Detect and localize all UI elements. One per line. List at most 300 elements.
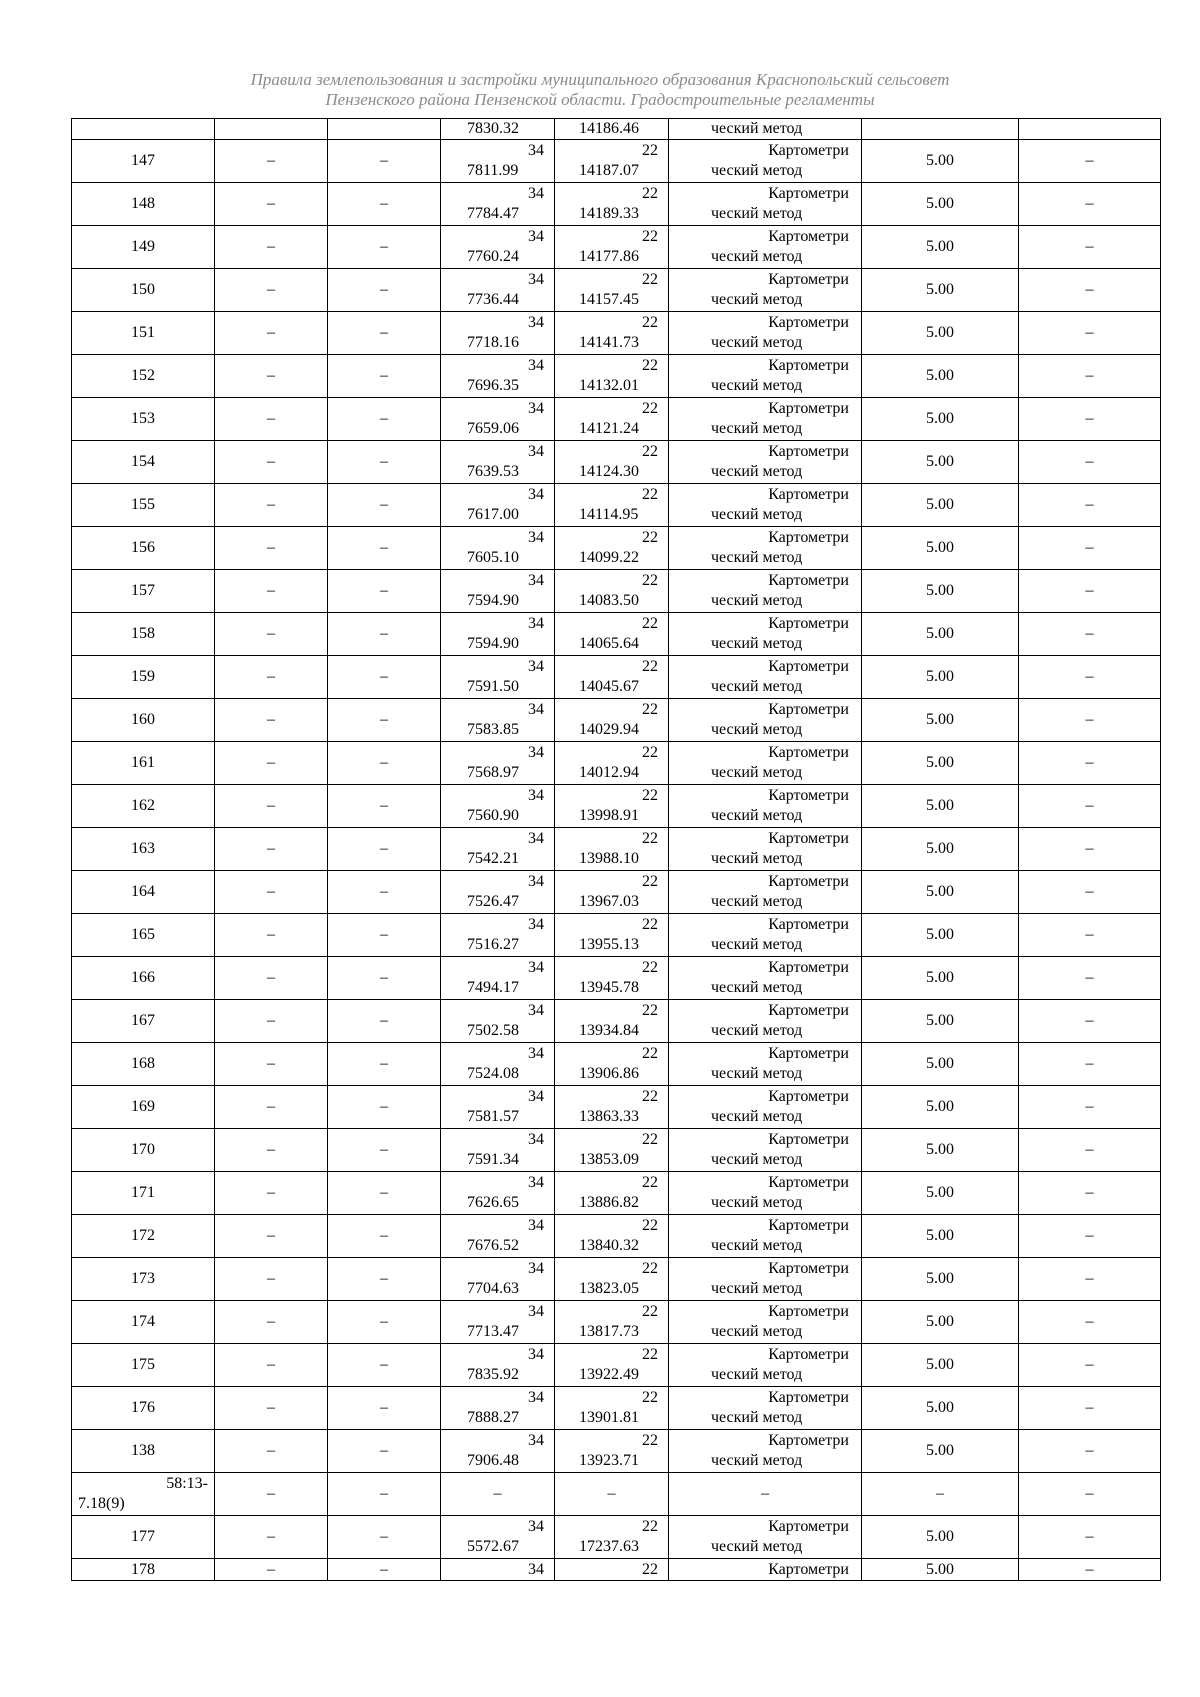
accuracy-cell: 5.00: [862, 1516, 1019, 1559]
dash-cell: –: [328, 1043, 441, 1086]
table-row: [72, 527, 1161, 570]
table-row: [72, 570, 1161, 613]
dash-cell: –: [1019, 183, 1161, 226]
dash-cell: –: [328, 1387, 441, 1430]
accuracy-cell: 5.00: [862, 398, 1019, 441]
dash-cell: –: [1019, 312, 1161, 355]
accuracy-cell: 5.00: [862, 699, 1019, 742]
method-cell: Картометри ческий метод: [669, 1301, 862, 1344]
accuracy-cell: 5.00: [862, 441, 1019, 484]
x-coordinate-cell: 34 7676.52: [441, 1215, 555, 1258]
dash-cell: –: [1019, 1086, 1161, 1129]
y-coordinate-cell: 22 13922.49: [555, 1344, 669, 1387]
x-coordinate-cell: 34 7659.06: [441, 398, 555, 441]
y-coordinate-cell: 22 13906.86: [555, 1043, 669, 1086]
method-cell: Картометри ческий метод: [669, 742, 862, 785]
y-coordinate-cell: 22 13901.81: [555, 1387, 669, 1430]
dash-cell: –: [1019, 613, 1161, 656]
y-coordinate-cell: 22 14114.95: [555, 484, 669, 527]
table-row: [72, 1344, 1161, 1387]
table-row: [72, 183, 1161, 226]
x-coordinate-cell: 34 7568.97: [441, 742, 555, 785]
method-cell: Картометри ческий метод: [669, 1086, 862, 1129]
point-number-cell: 156: [72, 527, 215, 570]
x-coordinate-cell: 34 7605.10: [441, 527, 555, 570]
point-number-cell: 152: [72, 355, 215, 398]
table-row: [72, 312, 1161, 355]
accuracy-cell: 5.00: [862, 1559, 1019, 1581]
dash-cell: –: [215, 1172, 328, 1215]
x-coordinate-cell: 34 7736.44: [441, 269, 555, 312]
method-cell: Картометри ческий метод: [669, 1516, 862, 1559]
point-number-cell: 170: [72, 1129, 215, 1172]
table-row: [72, 1172, 1161, 1215]
point-number-cell: 169: [72, 1086, 215, 1129]
section-number-cell: 58:13- 7.18(9): [72, 1473, 215, 1516]
y-coordinate-cell: 22 13998.91: [555, 785, 669, 828]
dash-cell: –: [215, 1387, 328, 1430]
y-coordinate-cell: 22 14083.50: [555, 570, 669, 613]
dash-cell: –: [328, 656, 441, 699]
table-body: [72, 119, 1161, 1581]
accuracy-cell: 5.00: [862, 1086, 1019, 1129]
point-number-cell: 171: [72, 1172, 215, 1215]
point-number-cell: 157: [72, 570, 215, 613]
dash-cell: –: [215, 441, 328, 484]
accuracy-cell: 5.00: [862, 183, 1019, 226]
dash-cell: –: [215, 1043, 328, 1086]
dash-cell: –: [1019, 226, 1161, 269]
dash-cell: –: [328, 957, 441, 1000]
y-coordinate-cell: 22 14012.94: [555, 742, 669, 785]
y-coordinate-cell: 22 13823.05: [555, 1258, 669, 1301]
dash-cell: –: [215, 269, 328, 312]
dash-cell: –: [1019, 871, 1161, 914]
y-coordinate-cell: 14186.46: [555, 119, 669, 140]
dash-cell: –: [215, 183, 328, 226]
y-coordinate-cell: 22 14141.73: [555, 312, 669, 355]
x-coordinate-cell: 34 7626.65: [441, 1172, 555, 1215]
point-number-cell: 178: [72, 1559, 215, 1581]
x-coordinate-cell: 34 7594.90: [441, 613, 555, 656]
x-coordinate-cell: 34 7617.00: [441, 484, 555, 527]
table-row: [72, 1430, 1161, 1473]
accuracy-cell: 5.00: [862, 871, 1019, 914]
table-row: [72, 785, 1161, 828]
table-row: [72, 914, 1161, 957]
dash-cell: –: [215, 656, 328, 699]
accuracy-cell: 5.00: [862, 1172, 1019, 1215]
section-row: [72, 1473, 1161, 1516]
y-coordinate-cell: 22 14177.86: [555, 226, 669, 269]
dash-cell: –: [328, 570, 441, 613]
dash-cell: –: [1019, 1516, 1161, 1559]
point-number-cell: 176: [72, 1387, 215, 1430]
x-coordinate-cell: 34 7591.34: [441, 1129, 555, 1172]
accuracy-cell: 5.00: [862, 312, 1019, 355]
dash-cell: –: [1019, 1344, 1161, 1387]
point-number-cell: 167: [72, 1000, 215, 1043]
dash-cell: –: [1019, 699, 1161, 742]
dash-cell: –: [1019, 1473, 1161, 1516]
method-cell: Картометри ческий метод: [669, 441, 862, 484]
x-coordinate-cell: 34 7502.58: [441, 1000, 555, 1043]
x-coordinate-cell: 34 7906.48: [441, 1430, 555, 1473]
y-coordinate-cell: 22 13945.78: [555, 957, 669, 1000]
method-cell: Картометри ческий метод: [669, 1430, 862, 1473]
point-number-cell: 151: [72, 312, 215, 355]
point-number-cell: 158: [72, 613, 215, 656]
dash-cell: –: [215, 742, 328, 785]
dash-cell: –: [328, 914, 441, 957]
dash-cell: –: [215, 140, 328, 183]
accuracy-cell: [862, 119, 1019, 140]
table-row: [72, 1516, 1161, 1559]
dash-cell: –: [1019, 1000, 1161, 1043]
dash-cell: –: [328, 1129, 441, 1172]
dash-cell: –: [215, 957, 328, 1000]
document-header: [0, 70, 1200, 110]
accuracy-cell: 5.00: [862, 785, 1019, 828]
method-cell: Картометри ческий метод: [669, 613, 862, 656]
dash-cell: –: [215, 484, 328, 527]
dash-cell: –: [328, 1086, 441, 1129]
coordinates-table: [71, 118, 1161, 1581]
y-coordinate-cell: 22 14121.24: [555, 398, 669, 441]
point-number-cell: 161: [72, 742, 215, 785]
dash-cell: –: [215, 613, 328, 656]
x-coordinate-cell: 34 7494.17: [441, 957, 555, 1000]
empty-cell: [215, 119, 328, 140]
accuracy-cell: 5.00: [862, 269, 1019, 312]
point-number-cell: 165: [72, 914, 215, 957]
x-coordinate-cell: 34 7718.16: [441, 312, 555, 355]
x-coordinate-cell: 34 7704.63: [441, 1258, 555, 1301]
y-coordinate-cell: 22 13886.82: [555, 1172, 669, 1215]
x-coordinate-cell: 34 7594.90: [441, 570, 555, 613]
table-row: [72, 1215, 1161, 1258]
x-coordinate-cell: 34 7639.53: [441, 441, 555, 484]
x-coordinate-cell: 34 7713.47: [441, 1301, 555, 1344]
accuracy-cell: 5.00: [862, 914, 1019, 957]
dash-cell: –: [1019, 527, 1161, 570]
dash-cell: –: [215, 527, 328, 570]
dash-cell: –: [215, 828, 328, 871]
dash-cell: –: [1019, 484, 1161, 527]
method-cell: Картометри ческий метод: [669, 785, 862, 828]
point-number-cell: 159: [72, 656, 215, 699]
y-coordinate-cell: 22 14045.67: [555, 656, 669, 699]
dash-cell: –: [328, 613, 441, 656]
point-number-cell: 162: [72, 785, 215, 828]
y-coordinate-cell: 22 13853.09: [555, 1129, 669, 1172]
method-cell: Картометри ческий метод: [669, 828, 862, 871]
dash-cell: –: [1019, 398, 1161, 441]
x-coordinate-cell: 34 7560.90: [441, 785, 555, 828]
y-coordinate-cell: 22 14157.45: [555, 269, 669, 312]
dash-cell: –: [215, 1301, 328, 1344]
table-row: [72, 269, 1161, 312]
dash-cell: –: [862, 1473, 1019, 1516]
method-cell: ческий метод: [669, 119, 862, 140]
method-cell: Картометри ческий метод: [669, 1387, 862, 1430]
y-coordinate-cell: 22 14065.64: [555, 613, 669, 656]
method-cell: Картометри ческий метод: [669, 312, 862, 355]
x-coordinate-cell: 34 7760.24: [441, 226, 555, 269]
method-cell: Картометри ческий метод: [669, 871, 862, 914]
dash-cell: –: [215, 1473, 328, 1516]
dash-cell: –: [215, 1559, 328, 1581]
dash-cell: –: [1019, 1559, 1161, 1581]
table-row: [72, 613, 1161, 656]
dash-cell: –: [1019, 1129, 1161, 1172]
x-coordinate-cell: 34 7811.99: [441, 140, 555, 183]
y-coordinate-cell: 22 14187.07: [555, 140, 669, 183]
dash-cell: –: [328, 226, 441, 269]
empty-cell: [328, 119, 441, 140]
table-row: [72, 226, 1161, 269]
dash-cell: –: [1019, 742, 1161, 785]
dash-cell: –: [328, 484, 441, 527]
method-cell: Картометри ческий метод: [669, 1043, 862, 1086]
method-cell: Картометри ческий метод: [669, 226, 862, 269]
accuracy-cell: 5.00: [862, 742, 1019, 785]
x-coordinate-cell: 34 7526.47: [441, 871, 555, 914]
accuracy-cell: 5.00: [862, 1043, 1019, 1086]
dash-cell: –: [1019, 785, 1161, 828]
table-row: [72, 484, 1161, 527]
x-coordinate-cell: 34 7888.27: [441, 1387, 555, 1430]
method-cell: Картометри ческий метод: [669, 484, 862, 527]
table-row: [72, 1043, 1161, 1086]
x-coordinate-cell: 34 7524.08: [441, 1043, 555, 1086]
method-cell: Картометри ческий метод: [669, 1344, 862, 1387]
dash-cell: –: [1019, 1430, 1161, 1473]
accuracy-cell: 5.00: [862, 1000, 1019, 1043]
dash-cell: –: [328, 1172, 441, 1215]
dash-cell: –: [215, 699, 328, 742]
point-number-cell: 149: [72, 226, 215, 269]
y-coordinate-cell: 22 14029.94: [555, 699, 669, 742]
table-row: [72, 441, 1161, 484]
dash-cell: –: [328, 1559, 441, 1581]
table-row: [72, 1129, 1161, 1172]
y-coordinate-cell: 22 13840.32: [555, 1215, 669, 1258]
dash-cell: –: [669, 1473, 862, 1516]
dash-cell: –: [215, 1258, 328, 1301]
accuracy-cell: 5.00: [862, 1258, 1019, 1301]
accuracy-cell: 5.00: [862, 1215, 1019, 1258]
point-number-cell: 175: [72, 1344, 215, 1387]
dash-cell: –: [1019, 1301, 1161, 1344]
accuracy-cell: 5.00: [862, 484, 1019, 527]
accuracy-cell: 5.00: [862, 828, 1019, 871]
dash-cell: –: [215, 1344, 328, 1387]
table-row: [72, 1000, 1161, 1043]
accuracy-cell: 5.00: [862, 1129, 1019, 1172]
method-cell: Картометри ческий метод: [669, 914, 862, 957]
y-coordinate-cell: 22: [555, 1559, 669, 1581]
dash-cell: –: [1019, 914, 1161, 957]
method-cell: Картометри ческий метод: [669, 398, 862, 441]
dash-cell: –: [328, 1000, 441, 1043]
accuracy-cell: 5.00: [862, 1301, 1019, 1344]
method-cell: Картометри ческий метод: [669, 1172, 862, 1215]
dash-cell: –: [441, 1473, 555, 1516]
point-number-cell: 166: [72, 957, 215, 1000]
dash-cell: –: [215, 570, 328, 613]
x-coordinate-cell: 34: [441, 1559, 555, 1581]
table-row: [72, 355, 1161, 398]
table-row: [72, 957, 1161, 1000]
method-cell: Картометри ческий метод: [669, 140, 862, 183]
dash-cell: –: [215, 1516, 328, 1559]
y-coordinate-cell: 22 17237.63: [555, 1516, 669, 1559]
dash-cell: –: [328, 1473, 441, 1516]
table-row: [72, 828, 1161, 871]
x-coordinate-cell: 34 7583.85: [441, 699, 555, 742]
x-coordinate-cell: 34 7835.92: [441, 1344, 555, 1387]
dash-cell: –: [1019, 1172, 1161, 1215]
point-number-cell: 148: [72, 183, 215, 226]
dash-cell: –: [328, 1258, 441, 1301]
table-row: [72, 1559, 1161, 1581]
dash-cell: –: [1019, 828, 1161, 871]
dash-cell: –: [328, 269, 441, 312]
dash-cell: –: [1019, 140, 1161, 183]
dash-cell: –: [215, 1000, 328, 1043]
y-coordinate-cell: 22 13967.03: [555, 871, 669, 914]
accuracy-cell: 5.00: [862, 355, 1019, 398]
dash-cell: –: [215, 1086, 328, 1129]
point-number-cell: 163: [72, 828, 215, 871]
method-cell: Картометри ческий метод: [669, 1129, 862, 1172]
accuracy-cell: 5.00: [862, 570, 1019, 613]
dash-cell: –: [328, 398, 441, 441]
table-row: [72, 1387, 1161, 1430]
accuracy-cell: 5.00: [862, 1344, 1019, 1387]
table-row: [72, 699, 1161, 742]
dash-cell: –: [1019, 1215, 1161, 1258]
dash-cell: –: [1019, 1258, 1161, 1301]
point-number-cell: 153: [72, 398, 215, 441]
point-number-cell: 172: [72, 1215, 215, 1258]
method-cell: Картометри ческий метод: [669, 183, 862, 226]
dash-cell: –: [328, 828, 441, 871]
dash-cell: –: [1019, 570, 1161, 613]
dash-cell: –: [328, 742, 441, 785]
point-number-cell: 168: [72, 1043, 215, 1086]
x-coordinate-cell: 34 7591.50: [441, 656, 555, 699]
dash-cell: –: [328, 140, 441, 183]
accuracy-cell: 5.00: [862, 957, 1019, 1000]
table-row: [72, 1086, 1161, 1129]
table-row: [72, 398, 1161, 441]
dash-cell: –: [215, 226, 328, 269]
point-number-cell: 173: [72, 1258, 215, 1301]
y-coordinate-cell: 22 13988.10: [555, 828, 669, 871]
dash-cell: –: [328, 441, 441, 484]
dash-cell: –: [1019, 441, 1161, 484]
point-number-cell: 150: [72, 269, 215, 312]
dash-cell: –: [328, 1301, 441, 1344]
x-coordinate-cell: 34 7696.35: [441, 355, 555, 398]
y-coordinate-cell: 22 14132.01: [555, 355, 669, 398]
dash-cell: –: [215, 785, 328, 828]
dash-cell: –: [215, 871, 328, 914]
x-coordinate-cell: 7830.32: [441, 119, 555, 140]
point-number-cell: 155: [72, 484, 215, 527]
point-number-cell: 138: [72, 1430, 215, 1473]
accuracy-cell: 5.00: [862, 226, 1019, 269]
point-number-cell: 174: [72, 1301, 215, 1344]
dash-cell: –: [1019, 957, 1161, 1000]
y-coordinate-cell: 22 14124.30: [555, 441, 669, 484]
dash-cell: –: [328, 1516, 441, 1559]
dash-cell: –: [328, 871, 441, 914]
x-coordinate-cell: 34 7516.27: [441, 914, 555, 957]
accuracy-cell: 5.00: [862, 140, 1019, 183]
dash-cell: –: [215, 312, 328, 355]
accuracy-cell: 5.00: [862, 1430, 1019, 1473]
y-coordinate-cell: 22 14189.33: [555, 183, 669, 226]
method-cell: Картометри ческий метод: [669, 355, 862, 398]
dash-cell: –: [328, 312, 441, 355]
dash-cell: –: [328, 1215, 441, 1258]
empty-cell: [1019, 119, 1161, 140]
y-coordinate-cell: 22 13863.33: [555, 1086, 669, 1129]
dash-cell: –: [215, 355, 328, 398]
dash-cell: –: [215, 1215, 328, 1258]
dash-cell: –: [328, 1430, 441, 1473]
accuracy-cell: 5.00: [862, 613, 1019, 656]
method-cell: Картометри: [669, 1559, 862, 1581]
accuracy-cell: 5.00: [862, 656, 1019, 699]
method-cell: Картометри ческий метод: [669, 1000, 862, 1043]
dash-cell: –: [328, 699, 441, 742]
y-coordinate-cell: 22 13817.73: [555, 1301, 669, 1344]
table-row: [72, 140, 1161, 183]
method-cell: Картометри ческий метод: [669, 656, 862, 699]
dash-cell: –: [1019, 1043, 1161, 1086]
method-cell: Картометри ческий метод: [669, 1258, 862, 1301]
dash-cell: –: [1019, 355, 1161, 398]
y-coordinate-cell: 22 13955.13: [555, 914, 669, 957]
point-number-cell: 164: [72, 871, 215, 914]
x-coordinate-cell: 34 7581.57: [441, 1086, 555, 1129]
dash-cell: –: [328, 183, 441, 226]
point-number-cell: [72, 119, 215, 140]
method-cell: Картометри ческий метод: [669, 570, 862, 613]
header-line-1: Правила землепользования и застройки муниципального образования Краснопольский сельсовет: [250, 70, 950, 89]
method-cell: Картометри ческий метод: [669, 269, 862, 312]
point-number-cell: 147: [72, 140, 215, 183]
method-cell: Картометри ческий метод: [669, 957, 862, 1000]
point-number-cell: 177: [72, 1516, 215, 1559]
table-row: [72, 1301, 1161, 1344]
table-row: [72, 742, 1161, 785]
x-coordinate-cell: 34 7542.21: [441, 828, 555, 871]
y-coordinate-cell: 22 13934.84: [555, 1000, 669, 1043]
x-coordinate-cell: 34 5572.67: [441, 1516, 555, 1559]
dash-cell: –: [215, 1430, 328, 1473]
header-line-2: Пензенского района Пензенской области. Градостроительные регламенты: [325, 90, 875, 109]
dash-cell: –: [1019, 269, 1161, 312]
accuracy-cell: 5.00: [862, 1387, 1019, 1430]
y-coordinate-cell: 22 13923.71: [555, 1430, 669, 1473]
table-row: [72, 1258, 1161, 1301]
dash-cell: –: [215, 914, 328, 957]
